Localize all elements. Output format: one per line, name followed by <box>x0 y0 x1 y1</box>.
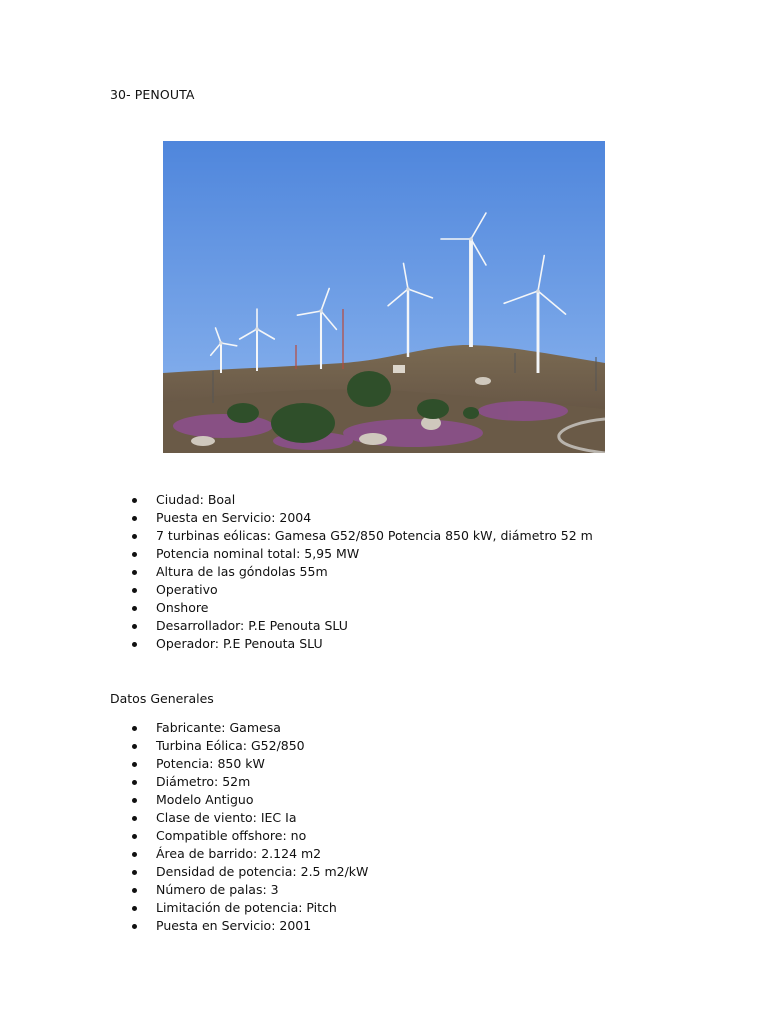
list-item <box>110 791 368 809</box>
list-item <box>110 635 593 653</box>
list-item <box>110 809 368 827</box>
list-item <box>110 917 368 935</box>
list-item <box>110 719 368 737</box>
bullet-icon <box>132 642 137 647</box>
page-title: 30- PENOUTA <box>110 87 195 102</box>
bullet-icon <box>132 726 137 731</box>
bullet-icon <box>132 516 137 521</box>
turbine-hub <box>469 237 473 241</box>
list-item-text: Clase de viento: IEC Ia <box>156 810 297 825</box>
list-item <box>110 491 593 509</box>
list-item <box>110 827 368 845</box>
feature-list <box>110 491 593 653</box>
list-item <box>110 599 593 617</box>
list-item-text: Puesta en Servicio: 2004 <box>156 510 312 525</box>
list-item-text: Diámetro: 52m <box>156 774 251 789</box>
list-item-text: 7 turbinas eólicas: Gamesa G52/850 Potencia 850 kW, diámetro 52 m <box>156 528 593 543</box>
list-item <box>110 755 368 773</box>
list-item-text: Área de barrido: 2.124 m2 <box>156 846 322 861</box>
bullet-icon <box>132 798 137 803</box>
list-item-text: Limitación de potencia: Pitch <box>156 900 337 915</box>
bullet-icon <box>132 570 137 575</box>
list-item-text: Potencia: 850 kW <box>156 756 265 771</box>
bullet-icon <box>132 534 137 539</box>
bullet-icon <box>132 606 137 611</box>
bullet-icon <box>132 852 137 857</box>
bullet-icon <box>132 762 137 767</box>
list-item <box>110 527 593 545</box>
bullet-icon <box>132 498 137 503</box>
list-item-text: Compatible offshore: no <box>156 828 307 843</box>
list-item-text: Ciudad: Boal <box>156 492 236 507</box>
list-item <box>110 773 368 791</box>
list-item-text: Modelo Antiguo <box>156 792 254 807</box>
list-item-text: Turbina Eólica: G52/850 <box>156 738 305 753</box>
bullet-icon <box>132 870 137 875</box>
list-item-text: Puesta en Servicio: 2001 <box>156 918 312 933</box>
list-item <box>110 509 593 527</box>
turbine-hub <box>319 309 323 313</box>
list-item-text: Número de palas: 3 <box>156 882 279 897</box>
general-data-heading: Datos Generales <box>110 691 214 706</box>
wind-farm-photo <box>163 141 605 453</box>
bullet-icon <box>132 834 137 839</box>
list-item-text: Densidad de potencia: 2.5 m2/kW <box>156 864 369 879</box>
list-item-text: Altura de las góndolas 55m <box>156 564 328 579</box>
list-item <box>110 563 593 581</box>
list-item-text: Fabricante: Gamesa <box>156 720 281 735</box>
list-item <box>110 581 593 599</box>
general-data-list <box>110 719 368 935</box>
turbine-hub <box>406 287 410 291</box>
bullet-icon <box>132 924 137 929</box>
list-item <box>110 863 368 881</box>
list-item <box>110 881 368 899</box>
list-item-text: Operativo <box>156 582 218 597</box>
list-item <box>110 545 593 563</box>
turbine-hub <box>219 341 223 345</box>
bullet-icon <box>132 888 137 893</box>
list-item <box>110 845 368 863</box>
bullet-icon <box>132 780 137 785</box>
list-item-text: Desarrollador: P.E Penouta SLU <box>156 618 348 633</box>
list-item-text: Potencia nominal total: 5,95 MW <box>156 546 360 561</box>
list-item <box>110 617 593 635</box>
bullet-icon <box>132 816 137 821</box>
list-item <box>110 899 368 917</box>
list-item-text: Onshore <box>156 600 209 615</box>
bullet-icon <box>132 624 137 629</box>
turbine-hub <box>536 289 540 293</box>
bullet-icon <box>132 588 137 593</box>
list-item-text: Operador: P.E Penouta SLU <box>156 636 323 651</box>
bullet-icon <box>132 906 137 911</box>
bullet-icon <box>132 744 137 749</box>
list-item <box>110 737 368 755</box>
turbine-hub <box>255 327 259 331</box>
bullet-icon <box>132 552 137 557</box>
